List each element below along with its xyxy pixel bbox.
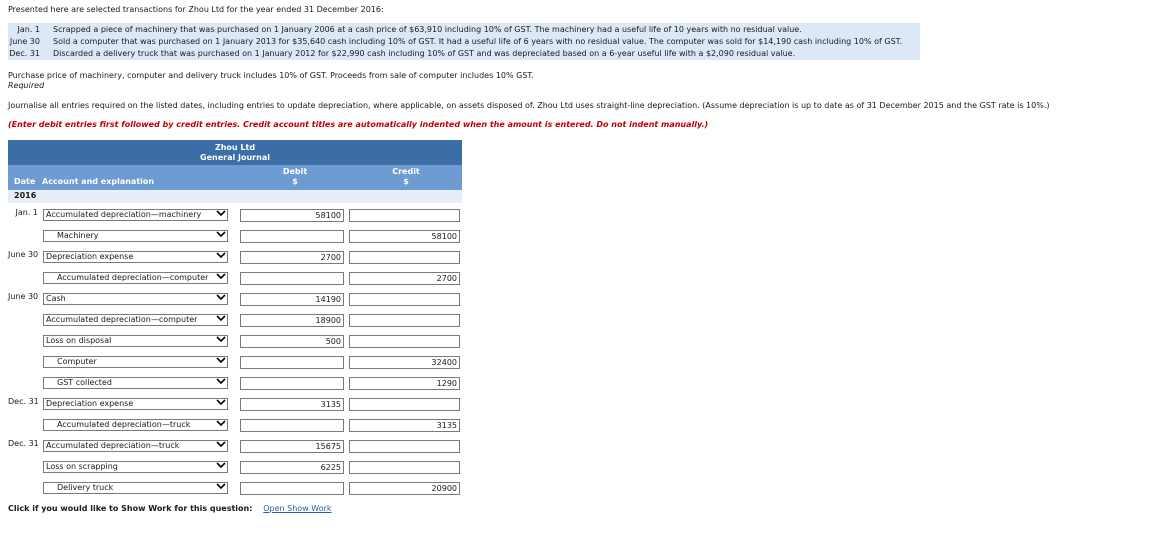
journal-row — [8, 312, 462, 333]
debit-input[interactable]: 3135 — [240, 398, 344, 411]
journal-row — [8, 459, 462, 480]
show-work-prompt: Click if you would like to Show Work for this question: — [8, 504, 253, 513]
chevron-down-icon[interactable] — [215, 230, 227, 242]
credit-input[interactable] — [349, 209, 460, 222]
credit-input[interactable]: 20900 — [349, 482, 460, 495]
credit-input[interactable] — [349, 440, 460, 453]
year-row — [8, 190, 462, 203]
journal-row — [8, 438, 462, 459]
journal-row — [8, 354, 462, 375]
journal-title: General Journal — [200, 153, 270, 162]
chevron-down-icon[interactable] — [215, 293, 227, 305]
account-select[interactable]: Cash — [43, 293, 228, 305]
credit-input[interactable] — [349, 251, 460, 264]
chevron-down-icon[interactable] — [215, 377, 227, 389]
journal-row — [8, 207, 462, 228]
intro-text: Presented here are selected transactions for Zhou Ltd for the year ended 31 December 2016: — [8, 5, 384, 14]
chevron-down-icon[interactable] — [215, 356, 227, 368]
entry-date: Jan. 1 — [15, 208, 38, 217]
account-select[interactable]: Accumulated depreciation—truck — [43, 419, 228, 431]
credit-input[interactable] — [349, 398, 460, 411]
transaction-text: Discarded a delivery truck that was purchased on 1 January 2012 for $22,990 cash including 10% of GST and was depreciated based on a 6-year useful life with a $2,090 residual value. — [53, 49, 796, 58]
debit-input[interactable]: 58100 — [240, 209, 344, 222]
credit-input[interactable] — [349, 293, 460, 306]
journal-row — [8, 417, 462, 438]
debit-input[interactable] — [240, 356, 344, 369]
transaction-text: Scrapped a piece of machinery that was purchased on 1 January 2006 at a cash price of $63,910 including 10% of GST. The machinery had a useful life of 10 years with no residual value. — [53, 25, 802, 34]
transaction-date: Jan. 1 — [17, 25, 40, 34]
journal-row — [8, 375, 462, 396]
credit-input[interactable] — [349, 335, 460, 348]
debit-input[interactable]: 15675 — [240, 440, 344, 453]
col-credit: Credit $ — [392, 167, 420, 186]
chevron-down-icon[interactable] — [215, 482, 227, 494]
credit-input[interactable]: 2700 — [349, 272, 460, 285]
required-label: Required — [8, 81, 45, 90]
company-name: Zhou Ltd — [214, 143, 256, 152]
entry-date: June 30 — [8, 250, 39, 259]
year-label: 2016 — [14, 191, 37, 200]
account-select[interactable]: Depreciation expense — [43, 251, 228, 263]
credit-input[interactable]: 1290 — [349, 377, 460, 390]
transaction-text: Sold a computer that was purchased on 1 January 2013 for $35,640 cash including 10% of GST. It had a useful life of 6 years with no residual value. The computer was sold for $14,190 cash including 10% of GST. — [53, 37, 903, 46]
chevron-down-icon[interactable] — [215, 419, 227, 431]
debit-input[interactable] — [240, 419, 344, 432]
credit-input[interactable]: 58100 — [349, 230, 460, 243]
credit-input[interactable]: 32400 — [349, 356, 460, 369]
credit-input[interactable] — [349, 314, 460, 327]
journal-header — [8, 140, 462, 165]
debit-input[interactable]: 18900 — [240, 314, 344, 327]
entry-instruction: (Enter debit entries first followed by credit entries. Credit account titles are automatically indented when the amount is entered. Do not indent manually.) — [8, 120, 709, 129]
account-select[interactable]: GST collected — [43, 377, 228, 389]
debit-input[interactable]: 6225 — [240, 461, 344, 474]
account-select[interactable]: Accumulated depreciation—truck — [43, 440, 228, 452]
debit-input[interactable]: 2700 — [240, 251, 344, 264]
journal-row — [8, 480, 462, 501]
debit-input[interactable] — [240, 377, 344, 390]
account-select[interactable]: Accumulated depreciation—computer — [43, 272, 228, 284]
account-select[interactable]: Computer — [43, 356, 228, 368]
entry-date: Dec. 31 — [8, 397, 39, 406]
account-select[interactable]: Machinery — [43, 230, 228, 242]
chevron-down-icon[interactable] — [215, 335, 227, 347]
gst-note: Purchase price of machinery, computer and delivery truck includes 10% of GST. Proceeds from sale of computer includes 10% GST. — [8, 71, 534, 80]
account-select[interactable]: Depreciation expense — [43, 398, 228, 410]
credit-input[interactable]: 3135 — [349, 419, 460, 432]
debit-input[interactable] — [240, 482, 344, 495]
debit-input[interactable] — [240, 230, 344, 243]
journal-row — [8, 228, 462, 249]
journal-row — [8, 396, 462, 417]
col-account: Account and explanation — [42, 177, 155, 186]
chevron-down-icon[interactable] — [215, 398, 227, 410]
chevron-down-icon[interactable] — [215, 440, 227, 452]
col-debit: Debit $ — [282, 167, 308, 186]
instruction-text: Journalise all entries required on the listed dates, including entries to update depreciation, where applicable, on assets disposed of. Zhou Ltd uses straight-line depreciation. (Assume depreciation is up to date as of 31 December 2015 and the GST rate is 10%.) — [8, 101, 1050, 110]
debit-input[interactable]: 14190 — [240, 293, 344, 306]
chevron-down-icon[interactable] — [215, 272, 227, 284]
transaction-date: Dec. 31 — [9, 49, 40, 58]
chevron-down-icon[interactable] — [215, 251, 227, 263]
col-date: Date — [14, 177, 36, 186]
open-show-work-link[interactable]: Open Show Work — [263, 504, 332, 513]
credit-input[interactable] — [349, 461, 460, 474]
entry-date: Dec. 31 — [8, 439, 39, 448]
account-select[interactable]: Accumulated depreciation—computer — [43, 314, 228, 326]
show-work-row — [8, 504, 332, 513]
chevron-down-icon[interactable] — [215, 209, 227, 221]
journal-row — [8, 270, 462, 291]
account-select[interactable]: Accumulated depreciation—machinery — [43, 209, 228, 221]
journal-row — [8, 291, 462, 312]
chevron-down-icon[interactable] — [215, 461, 227, 473]
entry-date: June 30 — [8, 292, 39, 301]
journal-row — [8, 333, 462, 354]
account-select[interactable]: Loss on scrapping — [43, 461, 228, 473]
account-select[interactable]: Loss on disposal — [43, 335, 228, 347]
chevron-down-icon[interactable] — [215, 314, 227, 326]
debit-input[interactable]: 500 — [240, 335, 344, 348]
transactions-box — [8, 23, 920, 60]
transaction-date: June 30 — [9, 37, 40, 46]
debit-input[interactable] — [240, 272, 344, 285]
account-select[interactable]: Delivery truck — [43, 482, 228, 494]
journal-row — [8, 249, 462, 270]
